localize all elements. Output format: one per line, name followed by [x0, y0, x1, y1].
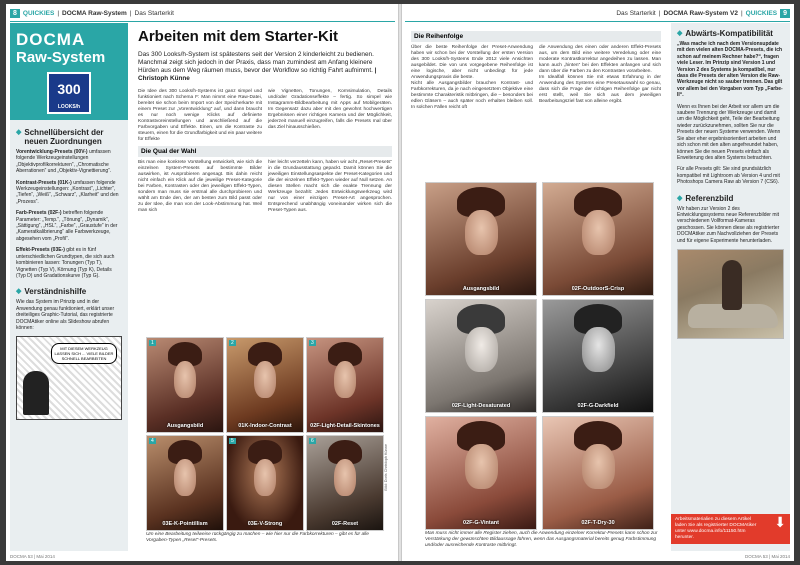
example-photo: 02F-G-Darkfield [542, 299, 654, 413]
body-column: wie Vignetten, Tonungen, Kornsimulation, Details und/oder Gradationseffekte – fertig. So simpel wie Instagramm-Bildbearbeitung mit Apps auf Mobilgeräten. Im Gegensatz dazu aber mit den gewohnt hochwertigen Ergebnissen einer richtigen Kamera und der Möglichkeit, jederzeit manuell einzugreifen, falls die Presets mal über das Ziel hinausschießen. [268, 89, 392, 130]
example-photo: 02F-T-Dry-30 [542, 416, 654, 530]
body-columns [411, 45, 661, 111]
example-photo: 3 02F-Light-Detail-Skintones [306, 337, 384, 433]
right-sidebar [671, 23, 790, 551]
speech-bubble: MIT DIESEM WERKZEUG LASSEN SICH ... VIELE BILDER SCHNELL BEARBEITEN [51, 343, 117, 364]
overview-item: Vorentwicklung-Presets (00V-) umfassen folgende Werkzeugeinstellungen „Objektivprofilkorrekturen“, „Chromatische Aberrationen“ und „Objektiv-Vignettierung“. [16, 149, 112, 175]
header-rule [10, 21, 395, 22]
sidebar-heading-help: ◆ Verständnishilfe [16, 287, 87, 297]
example-photo: 02F-OutdoorS-Crisp [542, 182, 654, 296]
download-icon[interactable]: ⬇ [774, 514, 786, 530]
section-label: QUICKIES [745, 10, 778, 17]
example-photo: Ausgangsbild [425, 182, 537, 296]
left-sidebar [10, 23, 128, 551]
sidebar-text: Für alle Presets gilt: Sie sind grundsätzlich kompatibel mit Lightroom ab Version 4 und mit Photoshops Camera Raw ab Version 7 (CS6). [677, 166, 780, 186]
photo-caption: Um eine Bearbeitung teilweise rückgängig zu machen – wie hier nur die Farbkorrekturen – gibt es für alle Vorgaben-Typen „Reset“-Presets. [146, 532, 369, 543]
overview-item: Effekt-Presets (03E-) gibt es in fünf unterschiedlichen Grundtypen, die sich auch kombinieren lassen: Tonungen (Typ T), Vignetten (Typ V), Körnung (Typ K), Details (Typ D) und Gradationskurve (Typ G). [16, 247, 115, 279]
person-shape [722, 260, 742, 310]
reference-photo [677, 249, 784, 339]
intro-columns [138, 89, 392, 143]
example-photo: 1 Ausgangsbild [146, 337, 224, 433]
header-title: Das Starterkit [616, 10, 656, 17]
example-photo: 6 02F-Reset [306, 435, 384, 531]
sidebar-heading-reference: ◆ Referenzbild [677, 193, 734, 203]
body-column: Bis man eine konkrete Vorstellung entwickelt, wie sich die einzelnen System-Presets auf bestimmte Bilder auswirken, ist Ausprobieren angesagt. Bis dahin reicht nicht einfach ein Klick auf die jeweilige Preset-Kategorie bei Farben, Kontrasten oder den jeweiligen Effekt-Typen, sondern man muss sie erstmal alle durchprobieren und wählt am Ende den, der am besten zum Bild passt oder zu der Idee, die man von der Look-Abstimmung hat. Weil man sich [138, 160, 262, 213]
header-mid: DOCMA Raw-System V2 [663, 10, 738, 17]
example-photo: 4 03E-K-Pointillism [146, 435, 224, 531]
author: | Christoph Künne [138, 67, 377, 82]
left-page [6, 4, 399, 561]
left-header: 8 QUICKIES | DOCMA Raw-System | Das Starterkit [10, 8, 174, 19]
body-column: Über die beste Reihenfolge der Preset-Anwendung haben wir schon bei der Vorstellung der ersten Version des 300 Looks/h-Systems Ende 2012 viele Ansichten ausgebildet. Die von uns vorgegebene Reihenfolge ist eine logische, aber nicht unbedingt für jede Anwendungspraxis die beste. Nicht alle Ausgangsbilder brauchen Kontrast- und Farbkorrekturen, da je nach eingesetztem Objektive eine bestimmte Charakteristik mitbringen, die – besonders bei edlen Gläsern – auch später noch erhalten bleiben soll. In solchen Fällen reicht oft [411, 45, 533, 110]
download-banner[interactable]: Arbeitsmaterialien zu diesem Artikel laden Sie als registrierter DOCMAtiker unter www.docma.info/11150.htm herunter. ⬇ [671, 514, 790, 544]
comic-illustration [16, 336, 122, 420]
right-header: Das Starterkit | DOCMA Raw-System V2 | QUICKIES 9 [616, 8, 790, 19]
sidebar-text: Wir haben zur Version 2 des Entwicklungssystems neue Referenzbilder mit verschiedenen Vollformat-Kameras geschossen. Sie können diese als registrierter DOCMAtiker zum Nachvollziehen der Presets und für eigene Experimente herunterladen. [677, 205, 780, 244]
brand-title: DOCMA [16, 30, 86, 49]
article-title: Arbeiten mit dem Starter-Kit [138, 28, 339, 45]
diamond-icon: ◆ [677, 194, 683, 202]
overview-item: Farb-Presets (02F-) betreffen folgende Parameter: „Temp.“, „Tönung“, „Dynamik“, „Sättigung“, „HSL“, „Farbe“, „Graustufe“ in der „Kameratkalibrierung“ alle Farbwerkzeuge, abgesehen vom „Profil“. [16, 210, 118, 242]
brand-box [10, 23, 128, 120]
body-column: die Anwendung des einen oder anderen Effekt-Presets aus, um dem Bild eine weitere Veredelung oder eine moderate Kontrastkorrektur angedeihen zu lassen. Man kann auch „hinten“ bei den Effekten anfangen und sich dann über die Farben zu den Kontrasten vorarbeiten. Im Idealfall können Sie mit etwas Erfahrung in der Anwendung des Systems eine Presetauswahl so genau, dass sich die Frage der richtigen Reihenfolge gar nicht erst stellt, weil Sie sich aus dem jeweiligen Bearbeitungsziel fast von alleine ergibt. [539, 45, 661, 104]
sidebar-text: „Was mache ich nach dem Versionsupdate mit den vielen alten DOCMA-Presets, die ich schon auf meinem Rechner habe?“, fragen viele Leser. Im Prinzip sind Version 1 und Version 2 des Systems ja kompatibel, nur dass die Presets der alten Version die Raw-Werkzeuge nicht so sauber trennen. Das gilt vor allem bei den Vorgaben vom Typ „Farbe-II“. [677, 41, 783, 99]
photo-caption: Man muss nicht immer alle Register ziehen, auch die Anwendung einzelner Korrektur-Presets kann schon zur Verstärkung der gewünschten Bildaussage führen, wenn das Ausgangsmaterial bereits genug Farbstimmung und/oder ausreichende Kontraste mitbringt. [425, 531, 658, 548]
header-sub: Das Starterkit [134, 10, 174, 17]
subheading: Die Reihenfolge [411, 31, 661, 42]
comic-figure [23, 371, 49, 415]
body-columns [138, 160, 392, 214]
right-page [401, 4, 794, 561]
300-looks-logo: 300 LOOKS/h [47, 72, 91, 114]
footer: DOCMA 53 | Mai 2014 [745, 554, 790, 559]
left-article [138, 28, 392, 214]
example-photo: 5 03E-V-Strong [226, 435, 304, 531]
diamond-icon: ◆ [16, 129, 22, 136]
diamond-icon: ◆ [677, 30, 683, 37]
sidebar-heading-compat: ◆ Abwärts-Kompatibilität [677, 29, 773, 38]
magazine-spread [6, 4, 794, 561]
photo-credit: Bild: Doris Christoph Künne [384, 444, 388, 491]
footer: DOCMA 53 | Mai 2014 [10, 554, 55, 559]
help-text: Wie das System im Prinzip und in der Anwendung genau funktioniert, erklärt unser dreiteiliges Graphic-Tutorial, das registrierte DOCMAtiker online als Slideshow abrufen können: [16, 299, 115, 331]
subheading: Die Qual der Wahl [138, 146, 392, 157]
header-title: DOCMA Raw-System [62, 10, 127, 17]
sidebar-text: Wenn es Ihnen bei der Arbeit vor allem um die saubere Trennung der Werkzeuge und damit um die Möglichkeit geht, Teile der Bearbeitung wieder zurückzunehmen, sollten Sie nur die Presets der neuen Systeme verwenden. Wenn Sie aber eher ergebnisorientiert arbeiten und sich schon mit den alten angefreundet haben, können Sie die neuen Presets einfach als Erweiterung des alten Systems betrachten. [677, 103, 781, 161]
body-column: Die Idee des 300 Looks/h-Systems ist ganz simpel und funktioniert nach Schema F: Man nimmt eine Raw-Datei, bereitet sie schon beim Import von der Speicherkarte mit einem Preset zur „Vorentwicklung“ auf, und dann braucht es nur noch wenige Klicks auf definierte Kontrastvoreinstellungen und anschließend auf die Farbvorgaben und Effekte. Einen, um die Kontraste zu steuern, einen für die Grundfarbigkeit und ein paar weitere für Effekte [138, 89, 262, 142]
diamond-icon: ◆ [16, 288, 22, 296]
example-photo: 2 01K-Indoor-Contrast [226, 337, 304, 433]
page-number: 8 [10, 9, 20, 18]
sidebar-heading-overview: ◆ Schnellübersicht der neuen Zuordnungen [16, 128, 104, 146]
overview-item: Kontrast-Presets (01K-) umfassen folgende Werkzeugeinstellungen: „Kontrast“, „Lichter“, „Tiefen“, „Weiß“, „Schwarz“, „Klarheit“ und den „Prozess“. [16, 179, 119, 205]
right-article [411, 28, 661, 111]
brand-subtitle: Raw-System [16, 49, 106, 66]
page-number: 9 [780, 9, 790, 18]
header-rule [405, 21, 790, 22]
example-photo: 02F-Light-Desaturated [425, 299, 537, 413]
body-column: hier leicht verzetteln kann, haben wir acht „Reset-Presets“ in die Grundausstattung gepackt. Damit können Sie die jeweiligen Einstellungsaspekte der Preset-Kategorien und die der einzelnen Effekt-Typen wieder auf Null setzen. An diesen Stellen macht sich die exakte Trennung der Werkzeuge bezahlt: Jedes Entwicklungswerkzeug wird nur von einer einzigen Preset-Art angesprochen. Entsprechend unabhängig voneinander wirken sich die Preset-Typen aus. [268, 160, 392, 213]
article-lead: Das 300 Looks/h-System ist spätestens seit der Version 2 kinderleicht zu bedienen. Manchmal zeigt sich jedoch in der Praxis, dass man zumindest am Anfang kleinere Hürden aus dem Weg räumen muss, bevor der Workflow so richtig Fahrt aufnimmt. | Christoph Künne [138, 51, 377, 82]
section-label: QUICKIES [22, 10, 55, 17]
example-photo: 02F-G-Vintant [425, 416, 537, 530]
